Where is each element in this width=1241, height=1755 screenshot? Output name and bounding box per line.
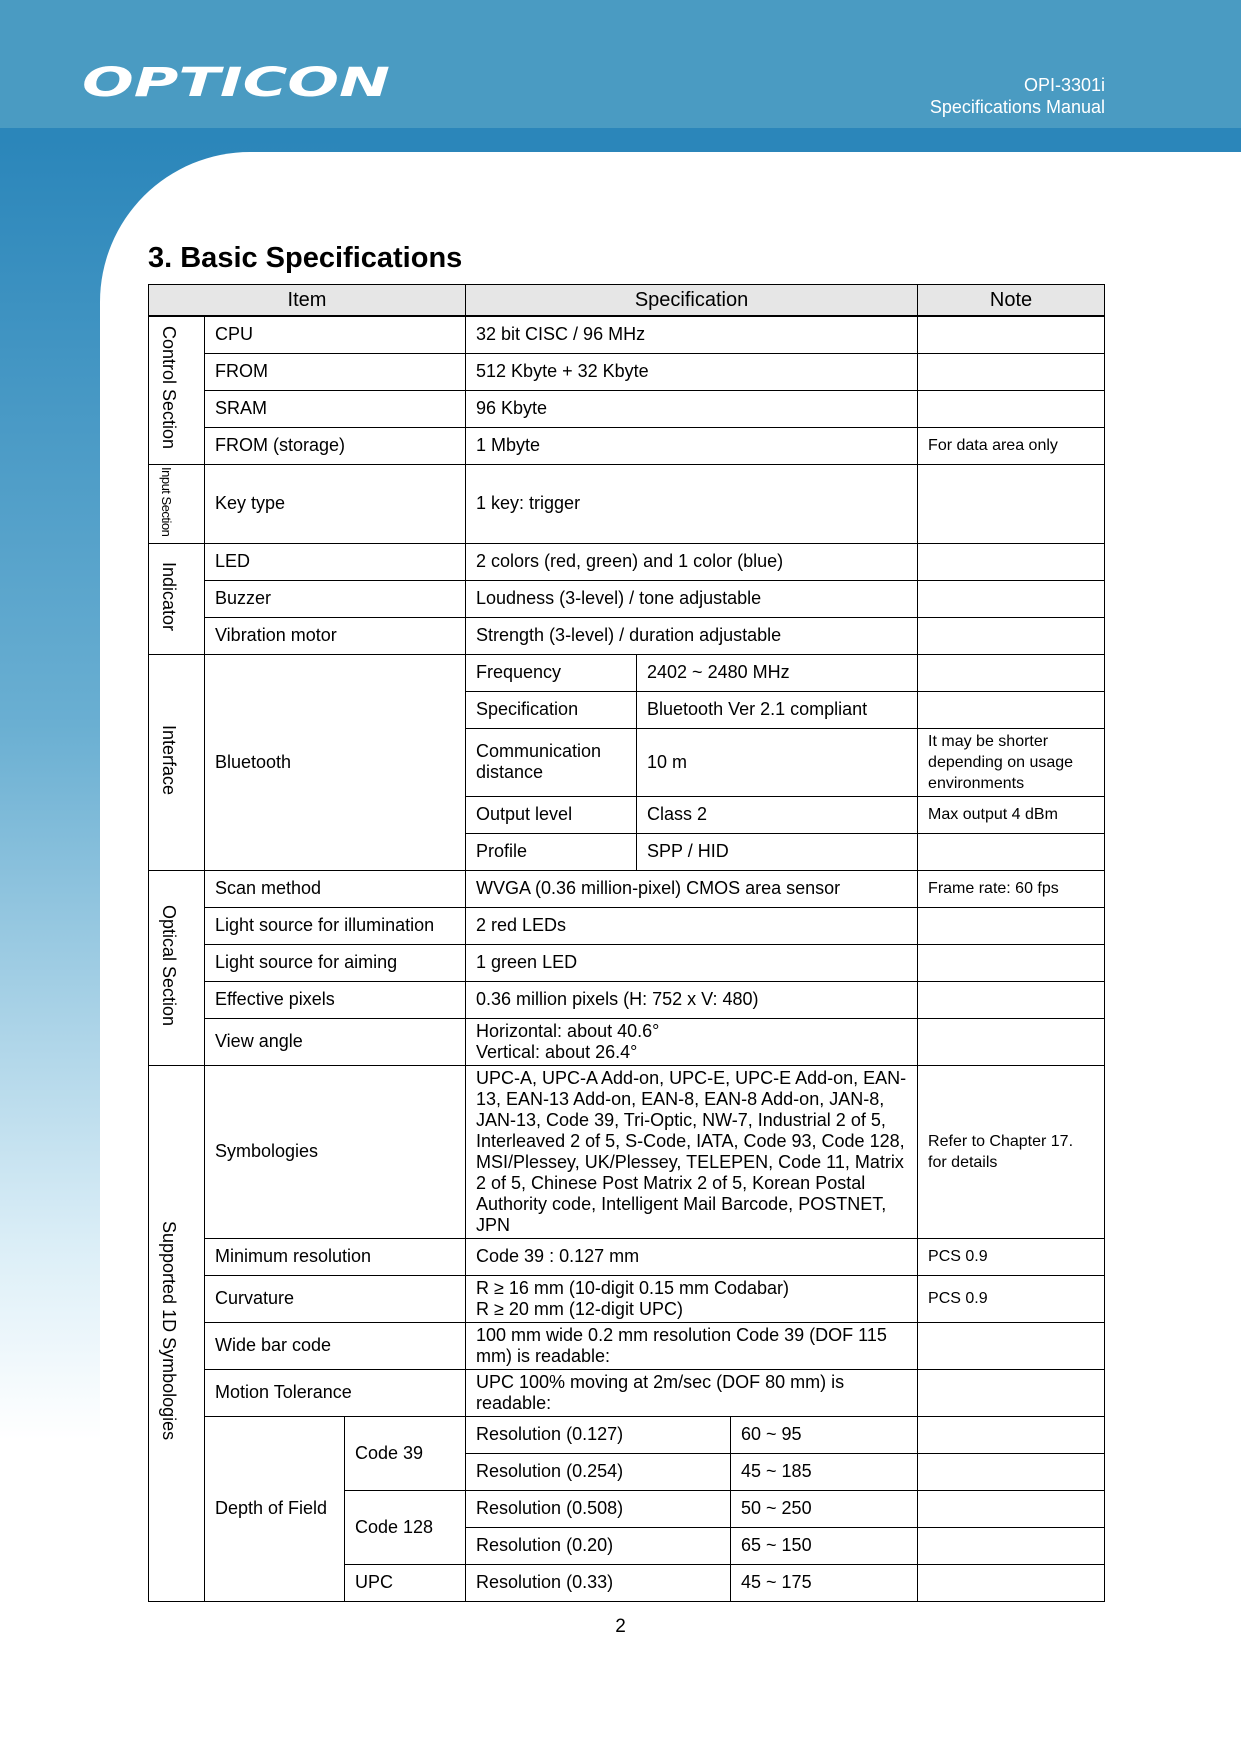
item-cell: Buzzer <box>205 580 466 617</box>
note-cell <box>918 316 1105 353</box>
note-cell <box>918 654 1105 691</box>
spec-cell: 1 key: trigger <box>466 464 918 543</box>
table-row <box>149 907 1105 944</box>
opticon-logo <box>82 62 390 102</box>
group-control-section: Control Section <box>149 316 205 464</box>
note-cell <box>918 390 1105 427</box>
item-cell: SRAM <box>205 390 466 427</box>
spec-cell: WVGA (0.36 million-pixel) CMOS area sensor <box>466 870 918 907</box>
spec-cell: UPC 100% moving at 2m/sec (DOF 80 mm) is readable: <box>466 1369 918 1416</box>
spec-cell: 96 Kbyte <box>466 390 918 427</box>
table-row <box>149 1275 1105 1322</box>
table-header-row <box>149 285 1105 317</box>
spec-cell: Strength (3-level) / duration adjustable <box>466 617 918 654</box>
dof-resolution-cell: Resolution (0.254) <box>466 1453 731 1490</box>
header-note: Note <box>918 285 1105 317</box>
sub-label-cell: Communication distance <box>466 728 637 796</box>
item-cell: Symbologies <box>205 1065 466 1238</box>
spec-cell: 1 green LED <box>466 944 918 981</box>
spec-cell <box>466 1275 918 1322</box>
group-indicator: Indicator <box>149 543 205 654</box>
note-cell: For data area only <box>918 427 1105 464</box>
spec-cell: Code 39 : 0.127 mm <box>466 1238 918 1275</box>
note-cell <box>918 543 1105 580</box>
document-meta <box>930 74 1105 118</box>
table-row <box>149 316 1105 353</box>
item-cell: LED <box>205 543 466 580</box>
spec-cell: 10 m <box>637 728 918 796</box>
sub-label-cell: Specification <box>466 691 637 728</box>
table-row <box>149 427 1105 464</box>
note-cell <box>918 464 1105 543</box>
item-cell: CPU <box>205 316 466 353</box>
note-cell: Refer to Chapter 17. for details <box>918 1065 1105 1238</box>
spec-line: R ≥ 20 mm (12-digit UPC) <box>476 1298 683 1319</box>
section-title: 3. Basic Specifications <box>148 242 463 274</box>
note-cell: It may be shorter depending on usage environments <box>918 728 1105 796</box>
item-cell: Key type <box>205 464 466 543</box>
spec-line: Horizontal: about 40.6° <box>476 1020 660 1041</box>
sub-label-cell: Frequency <box>466 654 637 691</box>
sub-label-cell: Profile <box>466 833 637 870</box>
dof-code-cell: Code 128 <box>345 1490 466 1564</box>
item-cell: Vibration motor <box>205 617 466 654</box>
item-cell: Effective pixels <box>205 981 466 1018</box>
table-row <box>149 654 1105 691</box>
dof-code-cell: Code 39 <box>345 1416 466 1490</box>
note-cell <box>918 907 1105 944</box>
table-row <box>149 1322 1105 1369</box>
spec-cell: Class 2 <box>637 796 918 833</box>
group-optical-section: Optical Section <box>149 870 205 1065</box>
note-cell <box>918 1564 1105 1601</box>
group-supported-1d-symbologies: Supported 1D Symbologies <box>149 1065 205 1601</box>
note-cell: PCS 0.9 <box>918 1238 1105 1275</box>
dof-range-cell: 45 ~ 175 <box>731 1564 918 1601</box>
table-row <box>149 617 1105 654</box>
item-cell: Light source for illumination <box>205 907 466 944</box>
table-row <box>149 353 1105 390</box>
note-cell <box>918 1369 1105 1416</box>
item-cell-bluetooth: Bluetooth <box>205 654 466 870</box>
spec-cell: UPC-A, UPC-A Add-on, UPC-E, UPC-E Add-on, EAN-13, EAN-13 Add-on, EAN-8, EAN-8 Add-on, JAN-8, JAN-13, Code 39, Tri-Optic, NW-7, Industrial 2 of 5, Interleaved 2 of 5, S-Code, IATA, Code 93, Code 128, MSI/Plessey, UK/Plessey, TELEPEN, Code 11, Matrix 2 of 5, Chinese Post Matrix 2 of 5, Korean Postal Authority code, Intelligent Mail Barcode, POSTNET, JPN <box>466 1065 918 1238</box>
spec-cell: Bluetooth Ver 2.1 compliant <box>637 691 918 728</box>
table-row <box>149 1065 1105 1238</box>
note-cell: Max output 4 dBm <box>918 796 1105 833</box>
document-code: OPI-3301i <box>1023 75 1105 95</box>
dof-resolution-cell: Resolution (0.33) <box>466 1564 731 1601</box>
note-cell <box>918 1527 1105 1564</box>
document-title: Specifications Manual <box>929 97 1105 117</box>
table-row <box>149 944 1105 981</box>
item-cell: Wide bar code <box>205 1322 466 1369</box>
spec-cell: 0.36 million pixels (H: 752 x V: 480) <box>466 981 918 1018</box>
note-cell <box>918 944 1105 981</box>
dof-range-cell: 50 ~ 250 <box>731 1490 918 1527</box>
spec-line: R ≥ 16 mm (10-digit 0.15 mm Codabar) <box>476 1277 790 1298</box>
logo-text: OPTICON <box>82 62 390 102</box>
table-row <box>149 870 1105 907</box>
table-row <box>149 543 1105 580</box>
note-cell <box>918 981 1105 1018</box>
dof-range-cell: 60 ~ 95 <box>731 1416 918 1453</box>
note-cell <box>918 617 1105 654</box>
item-cell: Motion Tolerance <box>205 1369 466 1416</box>
header-specification: Specification <box>466 285 918 317</box>
note-cell <box>918 1453 1105 1490</box>
note-cell <box>918 353 1105 390</box>
spec-cell: SPP / HID <box>637 833 918 870</box>
page-number: 2 <box>615 1616 626 1637</box>
note-cell <box>918 1018 1105 1065</box>
spec-cell: 2402 ~ 2480 MHz <box>637 654 918 691</box>
table-row <box>149 1238 1105 1275</box>
dof-range-cell: 65 ~ 150 <box>731 1527 918 1564</box>
table-row <box>149 580 1105 617</box>
dof-resolution-cell: Resolution (0.127) <box>466 1416 731 1453</box>
note-cell <box>918 580 1105 617</box>
table-row <box>149 981 1105 1018</box>
spec-cell: 1 Mbyte <box>466 427 918 464</box>
item-cell: Scan method <box>205 870 466 907</box>
dof-code-cell: UPC <box>345 1564 466 1601</box>
spec-cell: 2 colors (red, green) and 1 color (blue) <box>466 543 918 580</box>
note-cell <box>918 833 1105 870</box>
table-row <box>149 464 1105 543</box>
note-cell <box>918 691 1105 728</box>
spec-cell: 2 red LEDs <box>466 907 918 944</box>
item-cell: FROM (storage) <box>205 427 466 464</box>
note-cell <box>918 1322 1105 1369</box>
dof-resolution-cell: Resolution (0.508) <box>466 1490 731 1527</box>
note-cell <box>918 1416 1105 1453</box>
spec-line: Vertical: about 26.4° <box>476 1041 638 1062</box>
spec-cell <box>466 1018 918 1065</box>
note-cell <box>918 1490 1105 1527</box>
table-row <box>149 1416 1105 1453</box>
table-row <box>149 1369 1105 1416</box>
spec-cell: 512 Kbyte + 32 Kbyte <box>466 353 918 390</box>
table-row <box>149 1018 1105 1065</box>
sub-label-cell: Output level <box>466 796 637 833</box>
note-cell: Frame rate: 60 fps <box>918 870 1105 907</box>
group-input-section: Input Section <box>149 464 205 543</box>
spec-cell: 32 bit CISC / 96 MHz <box>466 316 918 353</box>
note-cell: PCS 0.9 <box>918 1275 1105 1322</box>
item-cell: Minimum resolution <box>205 1238 466 1275</box>
dof-range-cell: 45 ~ 185 <box>731 1453 918 1490</box>
group-interface: Interface <box>149 654 205 870</box>
spec-table <box>148 284 1105 1602</box>
header-item: Item <box>149 285 466 317</box>
item-cell-depth-of-field: Depth of Field <box>205 1416 345 1601</box>
item-cell: Light source for aiming <box>205 944 466 981</box>
item-cell: FROM <box>205 353 466 390</box>
item-cell: View angle <box>205 1018 466 1065</box>
dof-resolution-cell: Resolution (0.20) <box>466 1527 731 1564</box>
item-cell: Curvature <box>205 1275 466 1322</box>
spec-cell: 100 mm wide 0.2 mm resolution Code 39 (DOF 115 mm) is readable: <box>466 1322 918 1369</box>
table-row <box>149 390 1105 427</box>
spec-cell: Loudness (3-level) / tone adjustable <box>466 580 918 617</box>
